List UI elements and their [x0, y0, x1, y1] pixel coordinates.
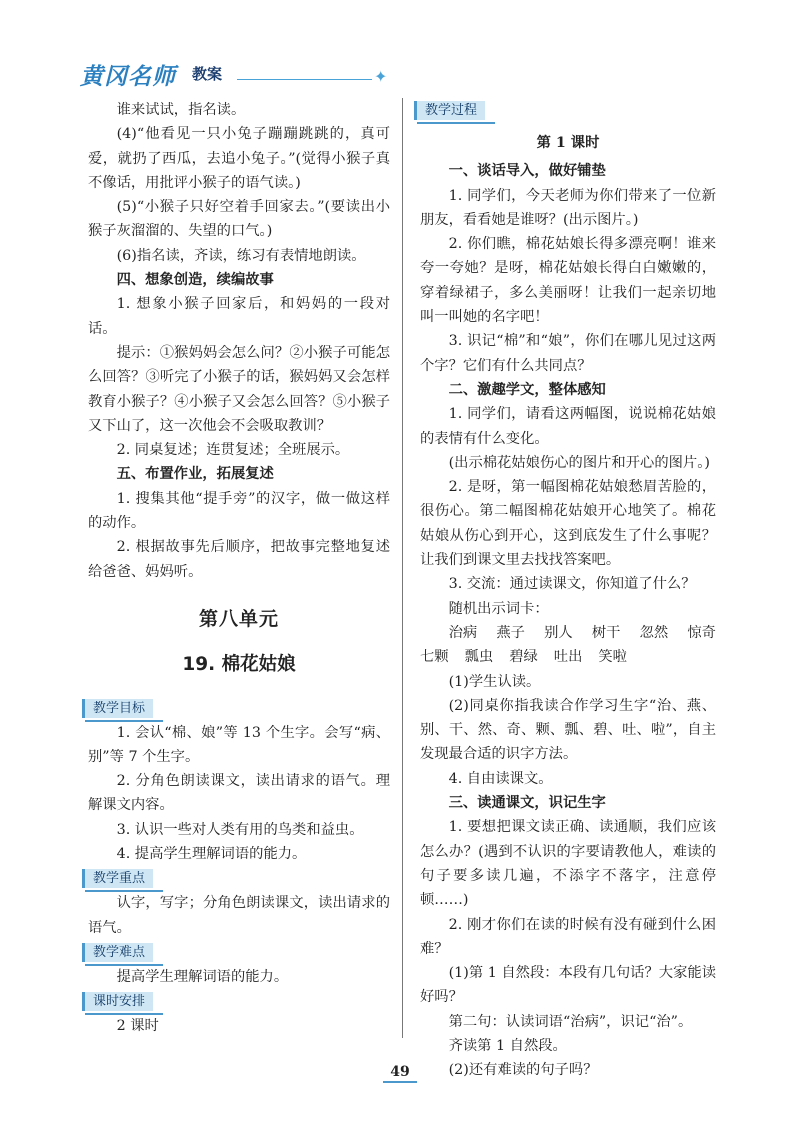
header-line: [237, 79, 372, 80]
paragraph: 3. 识记“棉”和“娘”，你们在哪儿见过这两个字？它们有什么共同点？: [420, 333, 716, 374]
paragraph: 提高学生理解词语的能力。: [116, 968, 289, 985]
paragraph: 2. 你们瞧，棉花姑娘长得多漂亮啊！谁来夸一夸她？是呀，棉花姑娘长得白白嫩嫩的，穿着绿裙子，多么美丽呀！让我们一起亲切地叫一叫她的名字吧！: [420, 236, 716, 326]
tag-teaching-process: 教学过程: [414, 101, 485, 120]
paragraph: 齐读第 1 自然段。: [448, 1037, 567, 1054]
brand-subtitle: 教案: [192, 65, 223, 83]
paragraph: (2)同桌你指我读合作学习生字“治、燕、别、干、然、奇、颗、瓢、碧、吐、啦”，自主发现最合适的识字方法。: [420, 697, 716, 763]
word-card: 吐出: [553, 649, 583, 666]
paragraph: (6)指名读，齐读，练习有表情地朗读。: [116, 247, 366, 264]
paragraph: 1. 要想把课文读正确、读通顺，我们应该怎么办？(遇到不认识的字要请教他人，难读的句子要多读几遍，不添字不落字，注意停顿……): [420, 819, 716, 909]
word-card: 燕子: [496, 624, 525, 641]
paragraph: 1. 同学们，今天老师为你们带来了一位新朋友，看看她是谁呀？(出示图片。): [420, 187, 716, 228]
goal-item: 2. 分角色朗读课文，读出请求的语气。理解课文内容。: [88, 773, 390, 814]
paragraph: 认字，写字；分角色朗读课文，读出请求的语气。: [88, 895, 390, 936]
brand-logo: 黄冈名师: [80, 64, 176, 90]
paragraph: 2 课时: [116, 1018, 159, 1035]
word-card: 树干: [591, 624, 621, 641]
paragraph: 2. 是呀，第一幅图棉花姑娘愁眉苦脸的，很伤心。第二幅图棉花姑娘开心地笑了。棉花姑娘从伤心到开心，这到底发生了什么事呢？让我们到课文里去找找答案吧。: [420, 479, 716, 569]
tag-teaching-goals: 教学目标: [82, 699, 153, 718]
paragraph: 3. 交流：通过读课文，你知道了什么？: [448, 576, 696, 593]
paragraph: 1. 想象小猴子回家后，和妈妈的一段对话。: [88, 296, 390, 337]
paragraph: 第二句：认读词语“治病”，识记“治”。: [448, 1013, 693, 1030]
paragraph: 提示：①猴妈妈会怎么问？②小猴子可能怎么回答？③听完了小猴子的话，猴妈妈又会怎样教育小猴子？④小猴子又会怎么回答？⑤小猴子又下山了，这一次他会不会吸取教训？: [88, 344, 390, 434]
paragraph: 2. 刚才你们在读的时候有没有碰到什么困难？: [420, 916, 716, 957]
section-heading: 一、谈话导入，做好铺垫: [448, 163, 606, 180]
word-card: 惊奇: [687, 624, 716, 641]
word-cards-row-1: [420, 621, 716, 645]
paragraph: 2. 同桌复述；连贯复述；全班展示。: [116, 442, 350, 459]
paragraph: (5)“小猴子只好空着手回家去。”(要读出小猴子灰溜溜的、失望的口气。): [88, 199, 390, 240]
paragraph: 随机出示词卡：: [448, 600, 549, 617]
word-card: 治病: [448, 624, 478, 641]
unit-title: 第八单元: [198, 607, 279, 630]
sparkle-icon: ✦: [374, 67, 388, 86]
word-card: 七颗: [420, 649, 449, 666]
tag-key-points: 教学重点: [82, 869, 153, 888]
word-cards-row-2: [420, 645, 716, 669]
word-card: 笑啦: [598, 649, 627, 666]
word-card: 忽然: [639, 624, 669, 641]
word-card: 碧绿: [509, 649, 538, 666]
paragraph: (2)还有难读的句子吗？: [448, 1062, 598, 1079]
section-heading: 三、读通课文，识记生字: [448, 795, 606, 812]
word-card: 别人: [544, 624, 573, 641]
paragraph: (1)学生认读。: [448, 673, 541, 690]
goal-item: 1. 会认“棉、娘”等 13 个生字。会写“病、别”等 7 个生字。: [88, 724, 390, 765]
goal-item: 3. 认识一些对人类有用的鸟类和益虫。: [116, 821, 364, 838]
section-heading: 二、激趣学文，整体感知: [448, 381, 606, 398]
column-divider: [402, 98, 403, 1038]
paragraph: 4. 自由读课文。: [448, 770, 553, 787]
paragraph: 2. 根据故事先后顺序，把故事完整地复述给爸爸、妈妈听。: [88, 539, 390, 580]
left-column: [88, 98, 390, 1039]
paragraph: (4)“他看见一只小兔子蹦蹦跳跳的，真可爱，就扔了西瓜，去追小兔子。”(觉得小猴子真不像话，用批评小猴子的语气读。): [88, 126, 390, 191]
paragraph: 1. 同学们，请看这两幅图，说说棉花姑娘的表情有什么变化。: [420, 406, 716, 447]
tag-schedule: 课时安排: [82, 992, 153, 1011]
page-header: [80, 52, 440, 92]
right-column: [420, 98, 716, 1083]
section-heading: 四、想象创造，续编故事: [116, 272, 274, 289]
paragraph: 谁来试试，指名读。: [116, 102, 246, 118]
paragraph: 1. 搜集其他“提手旁”的汉字，做一做这样的动作。: [88, 490, 390, 532]
lesson-title: 19. 棉花姑娘: [182, 654, 296, 676]
lesson-period-title: 第 1 课时: [536, 135, 600, 151]
page-number: 49: [0, 1064, 800, 1083]
paragraph: (出示棉花姑娘伤心的图片和开心的图片。): [448, 454, 710, 471]
word-card: 瓢虫: [464, 649, 494, 666]
section-heading: 五、布置作业，拓展复述: [116, 466, 274, 483]
goal-item: 4. 提高学生理解词语的能力。: [116, 846, 307, 863]
paragraph: (1)第 1 自然段：本段有几句话？大家能读好吗？: [420, 965, 716, 1006]
tag-difficulties: 教学难点: [82, 943, 153, 962]
